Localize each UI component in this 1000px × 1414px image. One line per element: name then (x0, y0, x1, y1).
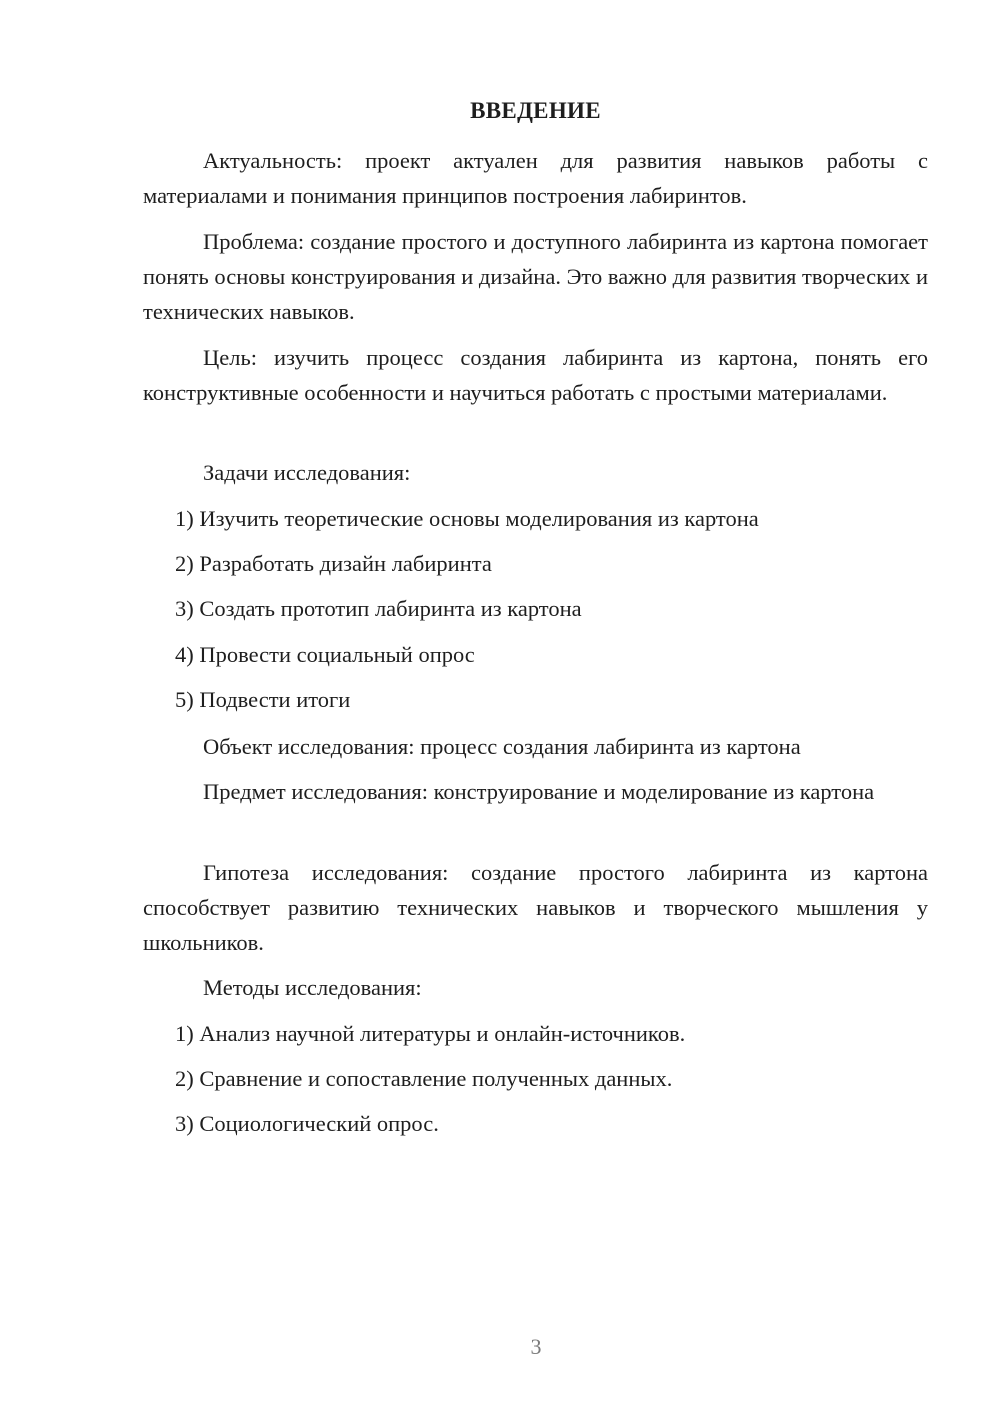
task-item-5: 5) Подвести итоги (175, 687, 351, 712)
relevance-paragraph: Актуальность: проект актуален для развития навыков работы с материалами и понимания принципов построения лабиринтов. (143, 148, 928, 208)
object-paragraph: Объект исследования: процесс создания лабиринта из картона (203, 734, 801, 759)
goal-paragraph: Цель: изучить процесс создания лабиринта из картона, понять его конструктивные особенности и научиться работать с простыми материалами. (143, 345, 928, 405)
task-item-4: 4) Провести социальный опрос (175, 642, 475, 667)
method-item-1: 1) Анализ научной литературы и онлайн-источников. (175, 1021, 686, 1046)
task-item-3: 3) Создать прототип лабиринта из картона (175, 596, 582, 621)
problem-paragraph: Проблема: создание простого и доступного лабиринта из картона помогает понять основы конструирования и дизайна. Это важно для развития творческих и технических навыков. (143, 229, 928, 324)
hypothesis-paragraph: Гипотеза исследования: создание простого лабиринта из картона способствует развитию технических навыков и творческого мышления у школьников. (143, 860, 928, 955)
section-heading: ВВЕДЕНИЕ (470, 98, 601, 123)
tasks-title: Задачи исследования: (203, 460, 411, 485)
method-item-3: 3) Социологический опрос. (175, 1111, 439, 1136)
page-number: 3 (530, 1334, 542, 1359)
task-item-2: 2) Разработать дизайн лабиринта (175, 551, 492, 576)
task-item-1: 1) Изучить теоретические основы моделирования из картона (175, 506, 759, 531)
method-item-2: 2) Сравнение и сопоставление полученных данных. (175, 1066, 673, 1091)
methods-title: Методы исследования: (203, 975, 422, 1000)
subject-paragraph: Предмет исследования: конструирование и моделирование из картона (203, 779, 875, 804)
